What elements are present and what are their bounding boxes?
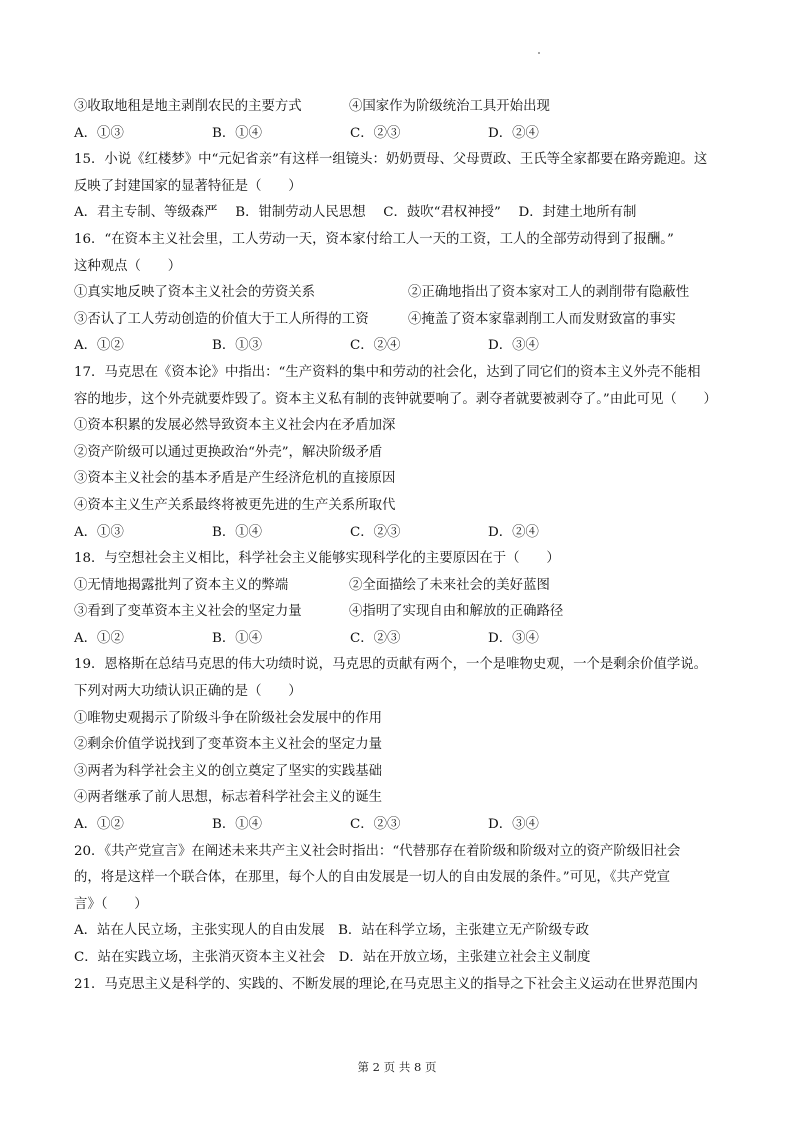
answer-option: B．①④ (212, 524, 263, 540)
text-line: ②剩余价值学说找到了变革资本主义社会的坚定力量 (74, 737, 382, 753)
statement: ③收取地租是地主剥削农民的主要方式 (74, 99, 302, 114)
answer-option: A．①③ (74, 524, 124, 540)
text-line: A．站在人民立场，主张实现人的自由发展 B．站在科学立场，主张建立无产阶级专政 (74, 923, 589, 939)
text-line: ①唯物史观揭示了阶级斗争在阶级社会发展中的作用 (74, 710, 382, 726)
text-line: 16．“在资本主义社会里，工人劳动一天，资本家付给工人一天的工资，工人的全部劳动得到了报酬。” (74, 231, 674, 247)
text-line: 言》（ ） (74, 896, 148, 912)
scan-dot (538, 52, 540, 54)
answer-option: D．③④ (488, 817, 539, 833)
text-line: ④两者继承了前人思想，标志着科学社会主义的诞生 (74, 790, 382, 806)
answer-option: D．③④ (488, 338, 539, 354)
text-line: ③资本主义社会的基本矛盾是产生经济危机的直接原因 (74, 471, 396, 487)
answer-option: B．①④ (212, 125, 263, 141)
answer-options (74, 121, 734, 148)
answer-option: B．①④ (212, 817, 263, 833)
text-line: C．站在实践立场，主张消灭资本主义社会 D．站在开放立场，主张建立社会主义制度 (74, 950, 591, 965)
answer-option: A．①② (74, 630, 124, 646)
statement: ③否认了工人劳动创造的价值大于工人所得的工资 (74, 311, 369, 327)
statement-row (74, 599, 734, 626)
text-line: 下列对两大功绩认识正确的是（ ） (74, 684, 302, 700)
statement-row (74, 94, 734, 121)
statement: ④掩盖了资本家靠剥削工人而发财致富的事实 (408, 311, 676, 327)
statement-row (74, 573, 734, 600)
statement: ②正确地指出了资本家对工人的剥削带有隐蔽性 (408, 285, 690, 301)
text-line: 17．马克思在《资本论》中指出：“生产资料的集中和劳动的社会化，达到了同它们的资本主义外壳不能相 (74, 364, 701, 380)
answer-option: C．②③ (350, 524, 401, 540)
answer-options (74, 626, 734, 653)
answer-option: A．①② (74, 817, 124, 833)
statement-row (74, 307, 734, 334)
page-footer: 第 2 页 共 8 页 (357, 1060, 437, 1074)
answer-option: A．①② (74, 338, 124, 354)
text-line: ①资本积累的发展必然导致资本主义社会内在矛盾加深 (74, 418, 396, 434)
text-line: ③两者为科学社会主义的创立奠定了坚实的实践基础 (74, 763, 382, 779)
text-line: 的，将是这样一个联合体，在那里，每个人的自由发展是一切人的自由发展的条件。”可见，《共产党宣 (74, 870, 671, 886)
text-line: 21．马克思主义是科学的、实践的、不断发展的理论,在马克思主义的指导之下社会主义运动在世界范围内 (74, 976, 698, 992)
text-line: ④资本主义生产关系最终将被更先进的生产关系所取代 (74, 497, 396, 513)
answer-option: B．①③ (212, 338, 263, 354)
answer-options (74, 333, 734, 360)
answer-option: D．②④ (488, 125, 539, 141)
answer-option: C．②④ (350, 338, 401, 354)
text-line: 19．恩格斯在总结马克思的伟大功绩时说，马克思的贡献有两个，一个是唯物史观，一个是剩余价值学说。 (74, 657, 708, 673)
answer-option: D．③④ (488, 630, 539, 646)
answer-options (74, 812, 734, 839)
text-line: 15．小说《红楼梦》中“元妃省亲”有这样一组镜头：奶奶贾母、父母贾政、王氏等全家都要在路旁跪迎。这 (74, 152, 708, 168)
answer-option: D．②④ (488, 524, 539, 540)
answer-option: C．②③ (350, 125, 401, 141)
text-line: 18．与空想社会主义相比，科学社会主义能够实现科学化的主要原因在于（ ） (74, 551, 560, 567)
question-content (74, 94, 734, 998)
answer-option: C．②③ (350, 630, 401, 646)
statement: ③看到了变革资本主义社会的坚定力量 (74, 604, 302, 620)
text-line: 20．《共产党宣言》在阐述未来共产主义社会时指出：“代替那存在着阶级和阶级对立的资产阶级旧社会 (74, 843, 681, 859)
statement-row (74, 280, 734, 307)
statement: ①真实地反映了资本主义社会的劳资关系 (74, 285, 316, 301)
text-line: 容的地步，这个外壳就要炸毁了。资本主义私有制的丧钟就要响了。剥夺者就要被剥夺了。”由此可见（ ） (74, 391, 717, 407)
text-line: ②资产阶级可以通过更换政治“外壳”，解决阶级矛盾 (74, 444, 383, 460)
text-line: A．君主专制、等级森严 B．钳制劳动人民思想 C．鼓吹“君权神授” D．封建土地所有制 (74, 205, 637, 221)
statement: ②全面描绘了未来社会的美好蓝图 (349, 577, 550, 593)
answer-options (74, 520, 734, 547)
text-line: 这种观点（ ） (74, 258, 182, 274)
statement: ①无情地揭露批判了资本主义的弊端 (74, 577, 289, 593)
text-line: 反映了封建国家的显著特征是（ ） (74, 178, 302, 194)
statement: ④指明了实现自由和解放的正确路径 (349, 604, 564, 620)
answer-option: B．①④ (212, 630, 263, 646)
answer-option: C．②③ (350, 817, 401, 833)
answer-option: A．①③ (74, 125, 124, 141)
statement: ④国家作为阶级统治工具开始出现 (349, 99, 550, 114)
